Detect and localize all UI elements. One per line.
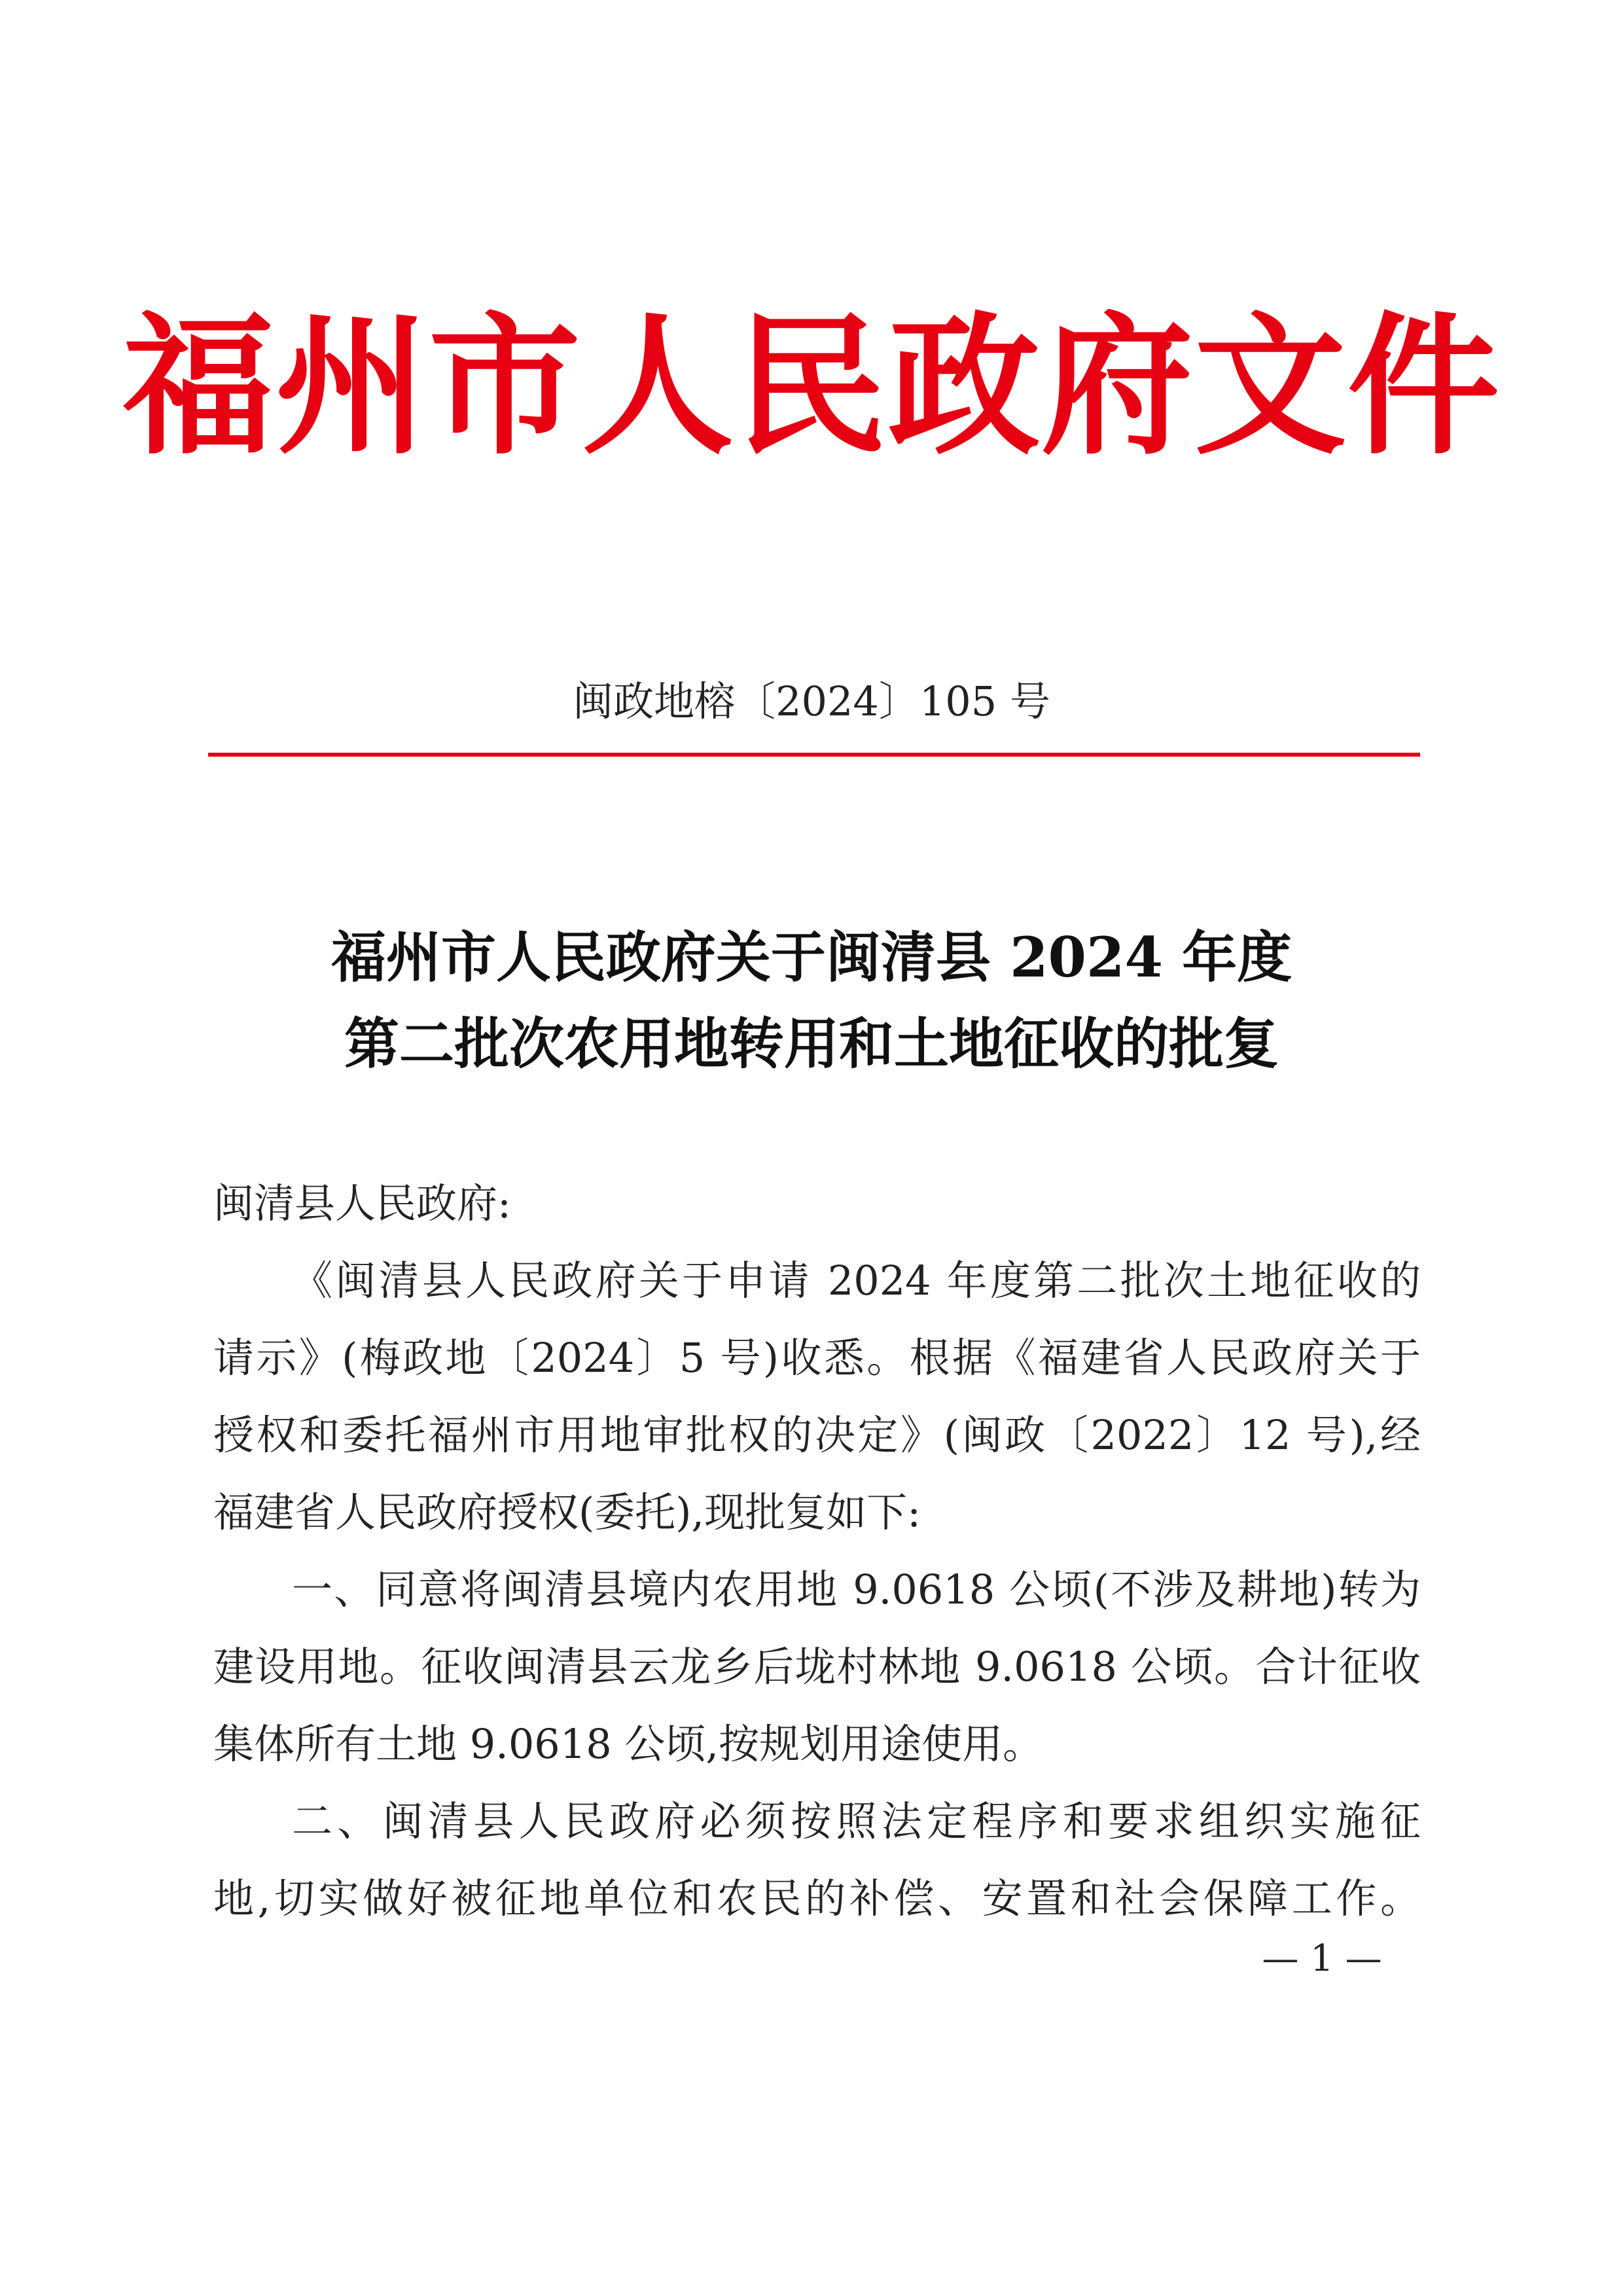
- paragraph-3-line-1: 二、闽清县人民政府必须按照法定程序和要求组织实施征: [292, 1797, 1421, 1845]
- paragraph-1-line-2: 请示》(梅政地〔2024〕5 号)收悉。根据《福建省人民政府关于: [213, 1334, 1421, 1382]
- paragraph-1-line-3: 授权和委托福州市用地审批权的决定》(闽政〔2022〕12 号),经: [213, 1411, 1421, 1459]
- masthead-title: 福州市人民政府文件: [122, 296, 1501, 475]
- document-title-line-1: 福州市人民政府关于闽清县 2024 年度: [330, 925, 1293, 990]
- paragraph-1-line-4: 福建省人民政府授权(委托),现批复如下:: [213, 1488, 921, 1536]
- paragraph-3-line-2: 地,切实做好被征地单位和农民的补偿、安置和社会保障工作。: [213, 1874, 1421, 1922]
- document-title-line-2: 第二批次农用地转用和土地征收的批复: [344, 1011, 1279, 1076]
- paragraph-2-line-3: 集体所有土地 9.0618 公顷,按规划用途使用。: [213, 1720, 1044, 1768]
- document-number: 闽政地榕〔2024〕105 号: [573, 677, 1050, 725]
- paragraph-2-line-1: 一、同意将闽清县境内农用地 9.0618 公顷(不涉及耕地)转为: [292, 1566, 1421, 1613]
- red-divider-line: [208, 753, 1420, 757]
- page-number: — 1 —: [1262, 1937, 1382, 1980]
- salutation: 闽清县人民政府:: [213, 1179, 511, 1227]
- paragraph-2-line-2: 建设用地。征收闽清县云龙乡后垅村林地 9.0618 公顷。合计征收: [213, 1643, 1421, 1691]
- paragraph-1-line-1: 《闽清县人民政府关于申请 2024 年度第二批次土地征收的: [292, 1257, 1421, 1304]
